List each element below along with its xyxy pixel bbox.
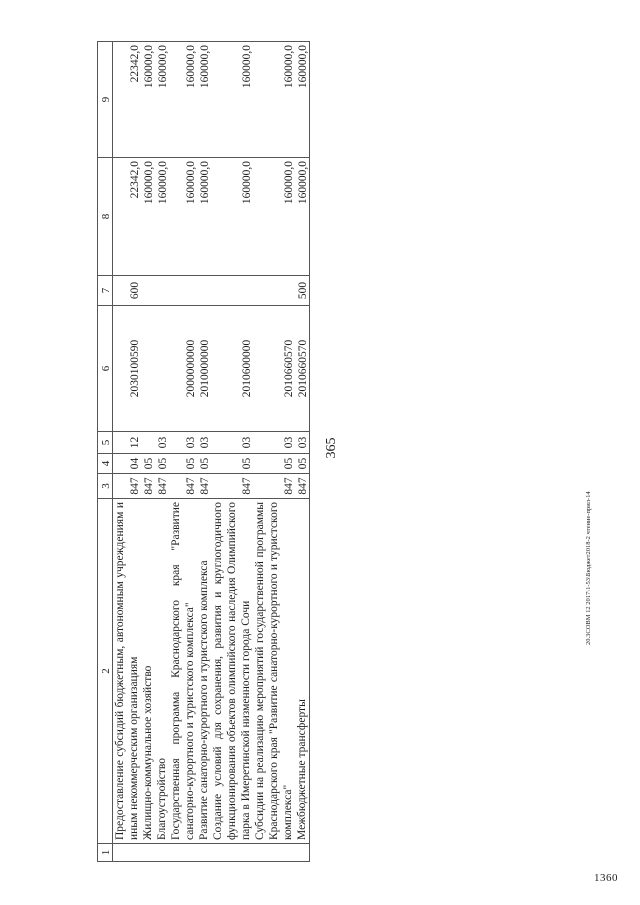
table-row [253, 42, 295, 862]
header-col-9: 9 [98, 42, 113, 158]
target-article-code: 2010660570 [253, 306, 295, 432]
table-row [295, 42, 310, 862]
header-row [98, 42, 113, 862]
page-number: 365 [324, 437, 339, 459]
subsection-code: 12 [113, 432, 142, 454]
subsection-code: 03 [197, 432, 211, 454]
target-article-code: 2030100590 [113, 306, 142, 432]
amount-col-9: 160000,0 [253, 42, 295, 158]
amount-col-9: 160000,0 [155, 42, 169, 158]
subsection-code: 03 [169, 432, 197, 454]
sheet-number: 1360 [594, 872, 618, 884]
row-number-cell [169, 844, 197, 862]
admin-code: 847 [211, 474, 253, 499]
header-col-2: 2 [98, 499, 113, 844]
row-name: Благоустройство [155, 499, 169, 844]
amount-col-8: 160000,0 [253, 158, 295, 276]
subsection-code: 03 [155, 432, 169, 454]
row-number-cell [295, 844, 310, 862]
header-col-5: 5 [98, 432, 113, 454]
amount-col-8: 160000,0 [197, 158, 211, 276]
section-code: 05 [169, 454, 197, 474]
row-number-cell [113, 844, 142, 862]
table-row [113, 42, 142, 862]
expense-type-code [197, 276, 211, 306]
amount-col-8: 160000,0 [169, 158, 197, 276]
target-article-code [155, 306, 169, 432]
header-col-1: 1 [98, 844, 113, 862]
row-name: Жилищно-коммунальное хозяйство [141, 499, 155, 844]
row-name: Создание условий для сохранения, развития и круглогодичного функционирования объектов олимпийского наследия Олимпийского парка в Имеретинской низменности города Сочи [211, 499, 253, 844]
subsection-code [141, 432, 155, 454]
amount-col-9: 160000,0 [211, 42, 253, 158]
target-article-code: 2010660570 [295, 306, 310, 432]
budget-table [97, 41, 310, 862]
header-col-7: 7 [98, 276, 113, 306]
header-col-3: 3 [98, 474, 113, 499]
row-name: Развитие санаторно-курортного и туристского комплекса [197, 499, 211, 844]
header-col-6: 6 [98, 306, 113, 432]
row-name: Межбюджетные трансферты [295, 499, 310, 844]
admin-code: 847 [295, 474, 310, 499]
admin-code: 847 [155, 474, 169, 499]
target-article-code: 2000000000 [169, 306, 197, 432]
expense-type-code [141, 276, 155, 306]
amount-col-8: 22342,0 [113, 158, 142, 276]
expense-type-code [169, 276, 197, 306]
target-article-code [141, 306, 155, 432]
section-code: 05 [211, 454, 253, 474]
target-article-code: 2010000000 [197, 306, 211, 432]
amount-col-8: 160000,0 [295, 158, 310, 276]
row-name: Предоставление субсидий бюджетным, автономным учреждениям и иным некоммерческим организациям [113, 499, 142, 844]
expense-type-code [211, 276, 253, 306]
row-number-cell [197, 844, 211, 862]
table-row [169, 42, 197, 862]
expense-type-code: 500 [295, 276, 310, 306]
section-code: 05 [197, 454, 211, 474]
section-code: 05 [141, 454, 155, 474]
amount-col-8: 160000,0 [211, 158, 253, 276]
row-name: Государственная программа Краснодарского края "Развитие санаторно-курортного и туристского комплекса" [169, 499, 197, 844]
section-code: 05 [253, 454, 295, 474]
table-row [197, 42, 211, 862]
admin-code: 847 [141, 474, 155, 499]
admin-code: 847 [253, 474, 295, 499]
row-number-cell [155, 844, 169, 862]
row-number-cell [141, 844, 155, 862]
table-row [141, 42, 155, 862]
header-col-8: 8 [98, 158, 113, 276]
section-code: 05 [155, 454, 169, 474]
expense-type-code [253, 276, 295, 306]
section-code: 04 [113, 454, 142, 474]
admin-code: 847 [113, 474, 142, 499]
row-number-cell [211, 844, 253, 862]
subsection-code: 03 [295, 432, 310, 454]
amount-col-9: 160000,0 [141, 42, 155, 158]
row-number-cell [253, 844, 295, 862]
amount-col-9: 22342,0 [113, 42, 142, 158]
amount-col-8: 160000,0 [141, 158, 155, 276]
amount-col-9: 160000,0 [197, 42, 211, 158]
file-path-note: 20.3СОВМ 12 2017\1-53\Бюджет2018-2 чтение-прил-14 [585, 491, 592, 645]
row-name: Субсидии на реализацию мероприятий государственной программы Краснодарского края "Развитие санаторно-курортного и туристского комплекса" [253, 499, 295, 844]
admin-code: 847 [197, 474, 211, 499]
amount-col-9: 160000,0 [169, 42, 197, 158]
target-article-code: 2010600000 [211, 306, 253, 432]
amount-col-8: 160000,0 [155, 158, 169, 276]
table-row [155, 42, 169, 862]
subsection-code: 03 [253, 432, 295, 454]
amount-col-9: 160000,0 [295, 42, 310, 158]
section-code: 05 [295, 454, 310, 474]
table-row [211, 42, 253, 862]
expense-type-code [155, 276, 169, 306]
header-col-4: 4 [98, 454, 113, 474]
admin-code: 847 [169, 474, 197, 499]
budget-table-rotated [97, 42, 310, 862]
expense-type-code: 600 [113, 276, 142, 306]
subsection-code: 03 [211, 432, 253, 454]
